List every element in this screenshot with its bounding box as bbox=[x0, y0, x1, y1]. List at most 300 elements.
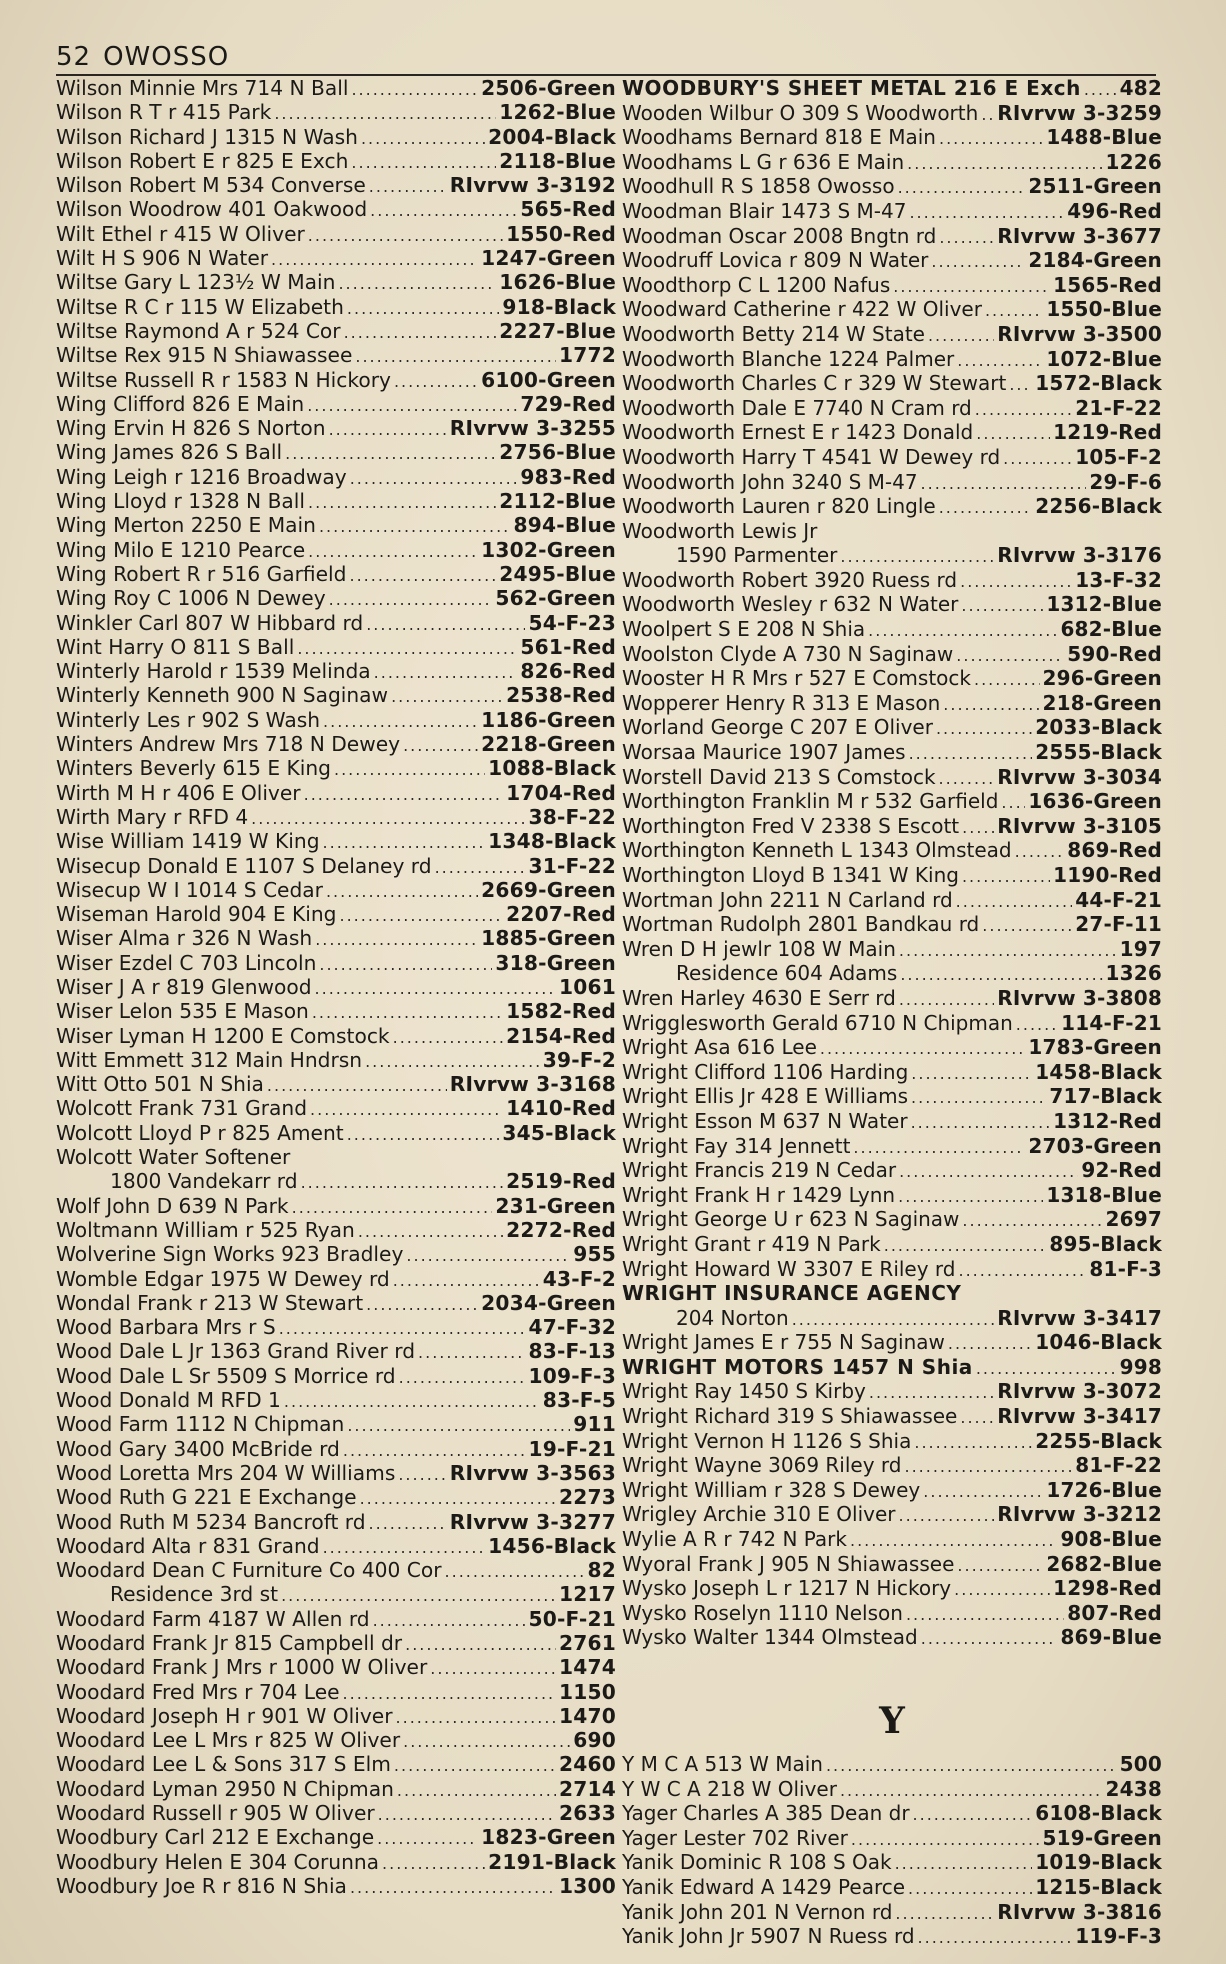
leader-dots bbox=[895, 1852, 1033, 1875]
leader-dots bbox=[334, 758, 485, 780]
leader-dots bbox=[396, 1706, 556, 1728]
listing-phone: RIvrvw 3-3417 bbox=[997, 1305, 1162, 1330]
leader-dots bbox=[939, 127, 1043, 150]
listing-entry bbox=[622, 1232, 1162, 1257]
listing-phone: 27-F-11 bbox=[1075, 912, 1162, 937]
leader-dots bbox=[939, 767, 995, 790]
listing-entry bbox=[56, 76, 616, 100]
listing-name: Wing Clifford 826 E Main bbox=[56, 391, 305, 416]
listing-name: Woodworth Robert 3920 Ruess rd bbox=[622, 567, 958, 592]
listing-name: Wood Ruth M 5234 Bancroft rd bbox=[56, 1509, 366, 1534]
listing-name: Wilt Ethel r 415 W Oliver bbox=[56, 221, 305, 246]
leader-dots bbox=[918, 1926, 1073, 1949]
listing-name: Wright Richard 319 S Shiawassee bbox=[622, 1404, 958, 1429]
leader-dots bbox=[939, 496, 1033, 519]
listing-entry bbox=[622, 297, 1162, 322]
leader-dots bbox=[898, 1185, 1043, 1208]
leader-dots bbox=[898, 176, 1026, 199]
listing-phone: 105-F-2 bbox=[1075, 444, 1162, 469]
listing-entry bbox=[622, 961, 1162, 986]
leader-dots bbox=[430, 1657, 556, 1679]
listing-entry bbox=[622, 519, 1162, 544]
leader-dots bbox=[1001, 791, 1025, 814]
listing-entry bbox=[56, 1485, 616, 1509]
listing-name: Worland George C 207 E Oliver bbox=[622, 715, 933, 740]
listing-entry bbox=[56, 635, 616, 659]
listing-phone: 1072-Blue bbox=[1046, 346, 1162, 371]
listing-phone: 1550-Blue bbox=[1046, 297, 1162, 322]
listing-name: Winkler Carl 807 W Hibbard rd bbox=[56, 610, 364, 635]
leader-dots bbox=[361, 127, 485, 149]
listing-entry bbox=[622, 494, 1162, 519]
listing-phone: 2682-Blue bbox=[1046, 1551, 1162, 1576]
listing-phone: 826-Red bbox=[520, 659, 616, 684]
listing-phone: 1312-Blue bbox=[1046, 592, 1162, 617]
listing-phone: 82 bbox=[587, 1558, 616, 1583]
listing-name: Wing Robert R r 516 Garfield bbox=[56, 561, 347, 586]
listing-entry bbox=[622, 174, 1162, 199]
listing-entry bbox=[622, 199, 1162, 224]
listing-phone: 2697 bbox=[1105, 1207, 1162, 1232]
leader-dots bbox=[884, 1234, 1047, 1257]
listing-phone: 2227-Blue bbox=[499, 318, 616, 343]
listing-entry bbox=[56, 1607, 616, 1631]
leader-dots bbox=[343, 1439, 526, 1461]
listing-phone: 119-F-3 bbox=[1075, 1924, 1162, 1949]
listing-phone: 2256-Black bbox=[1035, 494, 1162, 519]
listing-entry bbox=[56, 246, 616, 270]
listing-phone: 717-Black bbox=[1049, 1084, 1162, 1109]
leader-dots bbox=[960, 570, 1072, 593]
listing-phone: RIvrvw 3-3677 bbox=[997, 223, 1162, 248]
listing-entry bbox=[56, 392, 616, 416]
listing-entry bbox=[56, 222, 616, 246]
listing-entry bbox=[56, 854, 616, 878]
listing-phone: 2004-Black bbox=[488, 124, 616, 149]
leader-dots bbox=[347, 1414, 570, 1436]
listing-phone: RIvrvw 3-3417 bbox=[997, 1404, 1162, 1429]
listing-entry bbox=[622, 347, 1162, 372]
leader-dots bbox=[985, 299, 1043, 322]
leader-dots bbox=[251, 807, 525, 829]
listing-phone: 1626-Blue bbox=[499, 270, 616, 295]
listing-entry bbox=[56, 513, 616, 537]
listing-name: Wooden Wilbur O 309 S Woodworth bbox=[622, 100, 979, 125]
listing-phone: 81-F-3 bbox=[1089, 1256, 1162, 1281]
leader-dots bbox=[304, 783, 504, 805]
leader-dots bbox=[378, 1803, 556, 1825]
leader-dots bbox=[869, 1381, 994, 1404]
listing-entry bbox=[622, 740, 1162, 765]
leader-dots bbox=[928, 324, 994, 347]
listing-entry bbox=[622, 224, 1162, 249]
listing-name: Wolverine Sign Works 923 Bradley bbox=[56, 1242, 404, 1267]
listing-phone: 38-F-22 bbox=[528, 804, 616, 829]
leader-dots bbox=[1003, 447, 1072, 470]
listing-phone: 1226 bbox=[1105, 149, 1162, 174]
listing-name: Wright William r 328 S Dewey bbox=[622, 1477, 921, 1502]
listing-phone: 2438 bbox=[1105, 1776, 1162, 1801]
listing-entry bbox=[56, 659, 616, 683]
listing-name: WOODBURY'S SHEET METAL 216 E Exch bbox=[622, 76, 1081, 100]
listing-name: Woolston Clyde A 730 N Saginaw bbox=[622, 641, 954, 666]
listing-name: Wilson Robert M 534 Converse bbox=[56, 173, 366, 198]
listing-entry bbox=[56, 319, 616, 343]
listing-name: Woodard Farm 4187 W Allen rd bbox=[56, 1606, 370, 1631]
listing-phone: 1061 bbox=[559, 974, 616, 999]
listing-entry bbox=[622, 1011, 1162, 1036]
leader-dots bbox=[840, 545, 994, 568]
listing-name: Woodard Lee L Mrs r 825 W Oliver bbox=[56, 1728, 401, 1753]
leader-dots bbox=[921, 1627, 1058, 1650]
listing-entry bbox=[56, 489, 616, 513]
leader-dots bbox=[418, 1341, 525, 1363]
leader-dots bbox=[297, 637, 517, 659]
listing-name: Residence 3rd st bbox=[110, 1582, 279, 1607]
listing-name: Wrigley Archie 310 E Oliver bbox=[622, 1502, 896, 1527]
listing-phone: 983-Red bbox=[520, 464, 616, 489]
leader-dots bbox=[921, 472, 1087, 495]
leader-dots bbox=[899, 988, 994, 1011]
listing-name: Wood Farm 1112 N Chipman bbox=[56, 1412, 345, 1437]
leader-dots bbox=[923, 1480, 1043, 1503]
listing-name: WRIGHT INSURANCE AGENCY bbox=[622, 1281, 962, 1306]
listing-phone: 2218-Green bbox=[481, 732, 616, 757]
listing-phone: 1410-Red bbox=[506, 1096, 616, 1121]
leader-dots bbox=[959, 1259, 1087, 1282]
leader-dots bbox=[358, 1220, 503, 1242]
listing-name: Wiser Lelon 535 E Mason bbox=[56, 999, 309, 1024]
listing-name: Woodworth Ernest E r 1423 Donald bbox=[622, 420, 974, 445]
listing-name: Wood Ruth G 221 E Exchange bbox=[56, 1485, 357, 1510]
listing-phone: 2519-Red bbox=[506, 1169, 616, 1194]
listing-entry bbox=[622, 322, 1162, 347]
listing-phone: 1326 bbox=[1105, 961, 1162, 986]
listing-phone: 911 bbox=[573, 1412, 616, 1437]
listing-entry bbox=[622, 1379, 1162, 1404]
listing-entry bbox=[622, 1826, 1162, 1851]
listing-phone: 1348-Black bbox=[488, 829, 616, 854]
listing-entry bbox=[56, 416, 616, 440]
listing-name: Woodman Blair 1473 S M-47 bbox=[622, 198, 907, 223]
leader-dots bbox=[315, 928, 478, 950]
listing-entry bbox=[622, 1207, 1162, 1232]
listing-entry bbox=[622, 1576, 1162, 1601]
leader-dots bbox=[308, 491, 496, 513]
listing-entry bbox=[56, 1364, 616, 1388]
listing-name: Wolf John D 639 N Park bbox=[56, 1193, 289, 1218]
listing-phone: 296-Green bbox=[1042, 666, 1162, 691]
listing-phone: 2633 bbox=[559, 1801, 616, 1826]
listing-entry bbox=[622, 1158, 1162, 1183]
listing-name: Wing Merton 2250 E Main bbox=[56, 513, 316, 538]
listing-phone: 81-F-22 bbox=[1075, 1453, 1162, 1478]
listing-entry bbox=[56, 1825, 616, 1849]
listing-entry bbox=[56, 1315, 616, 1339]
listing-phone: 218-Green bbox=[1042, 690, 1162, 715]
listing-phone: 1572-Black bbox=[1035, 371, 1162, 396]
listing-phone: 895-Black bbox=[1049, 1231, 1162, 1256]
y-section-list bbox=[622, 1752, 1162, 1949]
listing-name: Worthington Lloyd B 1341 W King bbox=[622, 863, 959, 887]
listing-entry bbox=[622, 1850, 1162, 1875]
leader-dots bbox=[338, 272, 496, 294]
leader-dots bbox=[939, 226, 994, 249]
listing-name: Wyoral Frank J 905 N Shiawassee bbox=[622, 1551, 955, 1576]
listing-phone: 2255-Black bbox=[1035, 1428, 1162, 1453]
leader-dots bbox=[851, 1828, 1040, 1851]
leader-dots bbox=[394, 370, 478, 392]
listing-phone: 1318-Blue bbox=[1046, 1182, 1162, 1207]
listing-name: Wysko Walter 1344 Olmstead bbox=[622, 1625, 918, 1650]
listing-entry bbox=[56, 805, 616, 829]
listing-name: Wing James 826 S Ball bbox=[56, 440, 283, 465]
listing-entry bbox=[56, 1388, 616, 1412]
listing-phone: 1636-Green bbox=[1028, 789, 1162, 814]
listing-phone: 2273 bbox=[559, 1485, 616, 1510]
listing-entry bbox=[56, 1874, 616, 1898]
listing-phone: 590-Red bbox=[1067, 641, 1162, 666]
leader-dots bbox=[981, 103, 994, 126]
section-spacer bbox=[622, 1650, 1162, 1690]
listing-name: Wirth Mary r RFD 4 bbox=[56, 804, 249, 829]
listing-entry bbox=[56, 1534, 616, 1558]
listing-entry bbox=[56, 1752, 616, 1776]
listing-phone: 894-Blue bbox=[513, 513, 616, 538]
listing-name: Winterly Les r 902 S Wash bbox=[56, 707, 321, 732]
listing-name: Woodard Russell r 905 W Oliver bbox=[56, 1801, 375, 1826]
leader-dots bbox=[960, 1406, 994, 1429]
leader-dots bbox=[366, 1293, 478, 1315]
listing-phone: RIvrvw 3-3808 bbox=[997, 985, 1162, 1010]
listing-phone: 1456-Black bbox=[488, 1533, 616, 1558]
listing-name: Wright Esson M 637 N Water bbox=[622, 1108, 908, 1133]
listing-entry bbox=[56, 1850, 616, 1874]
leader-dots bbox=[931, 250, 1025, 273]
right-column bbox=[622, 76, 1162, 1949]
listing-entry bbox=[622, 1281, 1162, 1306]
leader-dots bbox=[850, 1529, 1057, 1552]
listing-entry bbox=[56, 1291, 616, 1315]
leader-dots bbox=[279, 1317, 526, 1339]
leader-dots bbox=[366, 613, 525, 635]
listing-entry bbox=[56, 1437, 616, 1461]
listing-phone: 2272-Red bbox=[506, 1217, 616, 1242]
leader-dots bbox=[329, 418, 447, 440]
listing-phone: 2761 bbox=[559, 1631, 616, 1655]
listing-entry bbox=[622, 1924, 1162, 1949]
leader-dots bbox=[962, 816, 994, 839]
listing-phone: 869-Blue bbox=[1060, 1625, 1162, 1650]
leader-dots bbox=[961, 594, 1043, 617]
leader-dots bbox=[893, 275, 1050, 298]
listing-entry bbox=[622, 470, 1162, 495]
leader-dots bbox=[975, 398, 1073, 421]
listing-entry bbox=[56, 902, 616, 926]
leader-dots bbox=[1084, 78, 1117, 101]
listing-phone: 482 bbox=[1119, 76, 1162, 100]
listing-phone: 565-Red bbox=[520, 197, 616, 222]
listing-phone: 869-Red bbox=[1067, 838, 1162, 863]
leader-dots bbox=[914, 1431, 1032, 1454]
listing-entry bbox=[56, 125, 616, 149]
leader-dots bbox=[350, 1876, 556, 1898]
leader-dots bbox=[312, 1001, 503, 1023]
listing-phone: 1312-Red bbox=[1053, 1108, 1162, 1133]
listing-entry bbox=[56, 756, 616, 780]
listing-phone: 39-F-2 bbox=[542, 1047, 616, 1072]
leader-dots bbox=[792, 1308, 995, 1331]
listing-entry bbox=[56, 343, 616, 367]
listing-entry bbox=[56, 1145, 616, 1169]
listing-entry bbox=[56, 538, 616, 562]
listing-name: Wortman Rudolph 2801 Bandkau rd bbox=[622, 912, 980, 937]
leader-dots bbox=[957, 1554, 1043, 1577]
listing-name: Woodworth John 3240 S M-47 bbox=[622, 469, 918, 494]
leader-dots bbox=[982, 914, 1072, 937]
listing-name: Woodworth Dale E 7740 N Cram rd bbox=[622, 395, 972, 420]
listing-name: Wright Ellis Jr 428 E Williams bbox=[622, 1084, 909, 1109]
listing-entry bbox=[56, 173, 616, 197]
listing-phone: RIvrvw 3-3192 bbox=[449, 173, 616, 198]
listing-phone: 1704-Red bbox=[506, 780, 616, 805]
listing-phone: RIvrvw 3-3816 bbox=[997, 1899, 1162, 1924]
listing-name: Residence 604 Adams bbox=[676, 961, 898, 986]
leader-dots bbox=[310, 1098, 503, 1120]
listing-entry bbox=[622, 1625, 1162, 1650]
listing-entry bbox=[56, 1728, 616, 1752]
listing-entry bbox=[622, 1777, 1162, 1802]
listing-name: Yanik John Jr 5907 N Ruess rd bbox=[622, 1924, 915, 1949]
listing-name: 1800 Vandekarr rd bbox=[110, 1169, 298, 1194]
listing-phone: 1215-Black bbox=[1035, 1874, 1162, 1899]
listing-name: Wiseman Harold 904 E King bbox=[56, 902, 337, 927]
listing-name: Wrigglesworth Gerald 6710 N Chipman bbox=[622, 1010, 1013, 1035]
listing-entry bbox=[622, 1429, 1162, 1454]
listing-phone: 13-F-32 bbox=[1075, 567, 1162, 592]
listing-entry bbox=[56, 465, 616, 489]
listing-phone: 2538-Red bbox=[506, 683, 616, 708]
listing-phone: 2714 bbox=[559, 1776, 616, 1801]
listing-phone: 1772 bbox=[559, 343, 616, 368]
listing-name: Woodward Catherine r 422 W Oliver bbox=[622, 297, 982, 322]
listing-name: Wren Harley 4630 E Serr rd bbox=[622, 985, 896, 1010]
listing-phone: 43-F-2 bbox=[542, 1266, 616, 1291]
listing-phone: 1217 bbox=[559, 1582, 616, 1607]
leader-dots bbox=[281, 1584, 556, 1606]
listing-entry bbox=[56, 1510, 616, 1534]
listing-entry bbox=[622, 1109, 1162, 1134]
listing-entry bbox=[622, 1060, 1162, 1085]
listing-name: Yanik John 201 N Vernon rd bbox=[622, 1899, 893, 1924]
leader-dots bbox=[956, 644, 1064, 667]
listing-phone: 1885-Green bbox=[481, 926, 616, 951]
listing-phone: 1186-Green bbox=[481, 707, 616, 732]
listing-name: Wisecup W I 1014 S Cedar bbox=[56, 877, 323, 902]
listing-phone: 1488-Blue bbox=[1046, 125, 1162, 150]
listing-entry bbox=[56, 829, 616, 853]
listing-name: Wiltse R C r 115 W Elizabeth bbox=[56, 294, 344, 319]
listing-entry bbox=[622, 642, 1162, 667]
listing-entry bbox=[622, 888, 1162, 913]
listing-phone: 114-F-21 bbox=[1061, 1010, 1162, 1035]
listing-name: Wright Francis 219 N Cedar bbox=[622, 1158, 897, 1183]
leader-dots bbox=[899, 939, 1117, 962]
leader-dots bbox=[382, 1852, 485, 1874]
listing-entry bbox=[56, 1048, 616, 1072]
listing-phone: 231-Green bbox=[495, 1193, 616, 1218]
leader-dots bbox=[853, 1136, 1025, 1159]
leader-dots bbox=[308, 224, 503, 246]
listing-entry bbox=[56, 295, 616, 319]
listing-phone: 1470 bbox=[559, 1703, 616, 1728]
listing-name: Wise William 1419 W King bbox=[56, 829, 320, 854]
listing-entry bbox=[622, 666, 1162, 691]
listing-entry bbox=[622, 1134, 1162, 1159]
leader-dots bbox=[365, 1050, 540, 1072]
listing-name: Wysko Joseph L r 1217 N Hickory bbox=[622, 1576, 952, 1601]
listing-phone: 197 bbox=[1119, 936, 1162, 961]
leader-dots bbox=[369, 1512, 447, 1534]
listing-entry bbox=[622, 937, 1162, 962]
listing-phone: 1088-Black bbox=[488, 756, 616, 781]
listing-name: Woodard Frank Jr 815 Campbell dr bbox=[56, 1631, 403, 1655]
listing-name: Wint Harry O 811 S Ball bbox=[56, 634, 295, 659]
leader-dots bbox=[323, 710, 478, 732]
leader-dots bbox=[895, 1902, 994, 1925]
listing-entry bbox=[56, 1194, 616, 1218]
page-number: 52 bbox=[56, 42, 92, 72]
listing-phone: 1150 bbox=[559, 1679, 616, 1704]
listing-name: Wright Asa 616 Lee bbox=[622, 1035, 817, 1060]
listing-phone: 562-Green bbox=[495, 586, 616, 611]
leader-dots bbox=[1009, 373, 1032, 396]
listing-name: Woodhams Bernard 818 E Main bbox=[622, 125, 936, 150]
listing-name: Wilt H S 906 N Water bbox=[56, 246, 269, 271]
leader-dots bbox=[911, 1111, 1051, 1134]
listing-phone: 1298-Red bbox=[1053, 1576, 1162, 1601]
listing-phone: 2495-Blue bbox=[499, 561, 616, 586]
listing-entry bbox=[56, 1072, 616, 1096]
listing-phone: 998 bbox=[1119, 1354, 1162, 1379]
listing-phone: 1046-Black bbox=[1035, 1330, 1162, 1355]
listing-entry bbox=[622, 273, 1162, 298]
listing-entry bbox=[622, 1502, 1162, 1527]
leader-dots bbox=[351, 78, 478, 100]
listing-phone: RIvrvw 3-3212 bbox=[997, 1502, 1162, 1527]
page-header bbox=[56, 38, 1156, 76]
listing-entry bbox=[56, 1655, 616, 1679]
listing-phone: RIvrvw 3-3168 bbox=[449, 1072, 616, 1097]
listing-name: Woodbury Joe R r 816 N Shia bbox=[56, 1873, 347, 1898]
leader-dots bbox=[393, 1026, 504, 1048]
leader-dots bbox=[904, 1455, 1072, 1478]
listing-name: Wright Fay 314 Jennett bbox=[622, 1133, 851, 1158]
listing-phone: RIvrvw 3-3105 bbox=[997, 813, 1162, 838]
leader-dots bbox=[323, 831, 486, 853]
listing-name: Wright Grant r 419 N Park bbox=[622, 1231, 881, 1256]
listing-entry bbox=[622, 543, 1162, 568]
listing-phone: 1474 bbox=[559, 1655, 616, 1680]
listing-phone: 109-F-3 bbox=[528, 1363, 616, 1388]
listing-entry bbox=[56, 562, 616, 586]
listing-phone: 2184-Green bbox=[1028, 248, 1162, 273]
listing-name: Wood Loretta Mrs 204 W Williams bbox=[56, 1460, 396, 1485]
listing-name: Wing Milo E 1210 Pearce bbox=[56, 537, 306, 562]
listing-name: Woodworth Lewis Jr bbox=[622, 518, 818, 543]
leader-dots bbox=[349, 564, 496, 586]
listing-phone: 2154-Red bbox=[506, 1023, 616, 1048]
